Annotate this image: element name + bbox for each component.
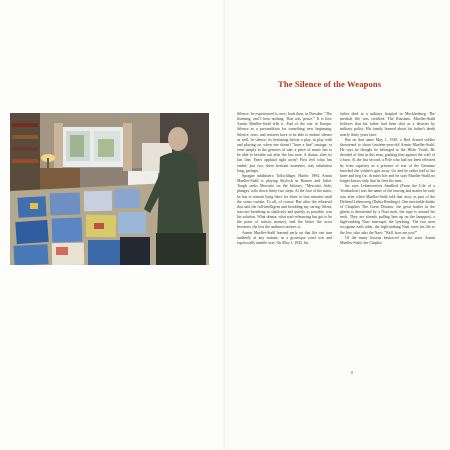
paragraph: Of the many lessons bestowed on the actor Armin Mueller-Stahl, the Chaplin [340,235,435,245]
text-column-left [237,112,332,246]
paragraph: Silence: he experienced it once, back then, in Dresden: "The listening, and I hear nothing. That was 'peace.'" It is how Armin Mueller-Stahl tells it. End of the war in Europe. Silence as a precondition for something new beginning. Silence, rests, and textures have to be able to endure silence as well. In silence, its hesitating before a play, in play with and playing on, when one doesn't "have a line" onstage, or even simply in the gestures of one: a piece of music has to be able to breathe out after the last note. A drama, after its last line. Years applaud right away! First feel what has ended, just two, three hesitant moments, stay inhalation long, perhaps. [237,112,332,173]
studio-photo [10,113,209,265]
page-number: 11 [350,371,354,375]
paragraph: But on that same May 1, 1945, a Red Armed soldier threatened to shoot fourteen-year-old Armin Mueller-Stahl. He says he thought he belonged to the Hitler Youth. He decided of him in this man, pushing him against the wall of a barn. At the last second, a Pole who had not been released by from captivity as a prisoner of war of the Germans knocked the soldier's gun away. Go and he rather had to his knee and beg for. Armin's life and he says Mueller-Stahl no longer knows only that he fires his men. [340,137,435,184]
text-column-right [340,112,435,246]
paragraph: his own Lebensweises Sandlied (From the Life of a Troubadour) was the name of the touring and matter he only was after when Mueller-Stahl told that story as part of the Defined Lebensweg (Dubia Readings). One inevitable thinks of Chaplin's The Great Dictator, the great barber in the ghetto is threatened by a Nazi mob, the rope is around his neck. They are already pulling him up on the lamppost, a high-ranking Nazi interrupts the lynching. The two men recognize each other, the high-ranking Nazi owes his life to the Jew, who asks the Nazi: "Well, how are you?" [340,184,435,235]
paragraph: Armin Mueller-Stahl learned early on that life can turn suddenly at any minute, in a grotesque cruel war and equivocally tumble over. On May 1, 1945, his [237,230,332,245]
chapter-title: The Silence of the Weapons [278,79,382,89]
paragraph: father died in a military hospital in Mecklenburg. The medical file was certified: The Russians. Mueller-Stahl believes that his father had been shot as a deserter by military police. His family learned about his father's death nearly thirty years later. [340,112,435,137]
photo-image [10,113,209,265]
paragraph: Sprague inhabitiers: Tollschläger, Hurtle, 1994. Armin Mueller-Stahl is playing Shylock in Romeo and Juliet. Tough seeks Mercutio on the balcony. "Mercutio, hide, plunges, rolls down thirty-two steps. At the foot of the stairs, he has to remain lying there for three or four minutes until the scene curtain. To all, of course. But after the rehearsal that said the full-intelligent and heralding my caring: Silent, staccato breathing as shallowly and quietly as possible, was his solution. What drama, what soul-rehearsing has got to be the point of artistic mastery, and the better the actor becomes, the less the audience notices it. [237,173,332,230]
